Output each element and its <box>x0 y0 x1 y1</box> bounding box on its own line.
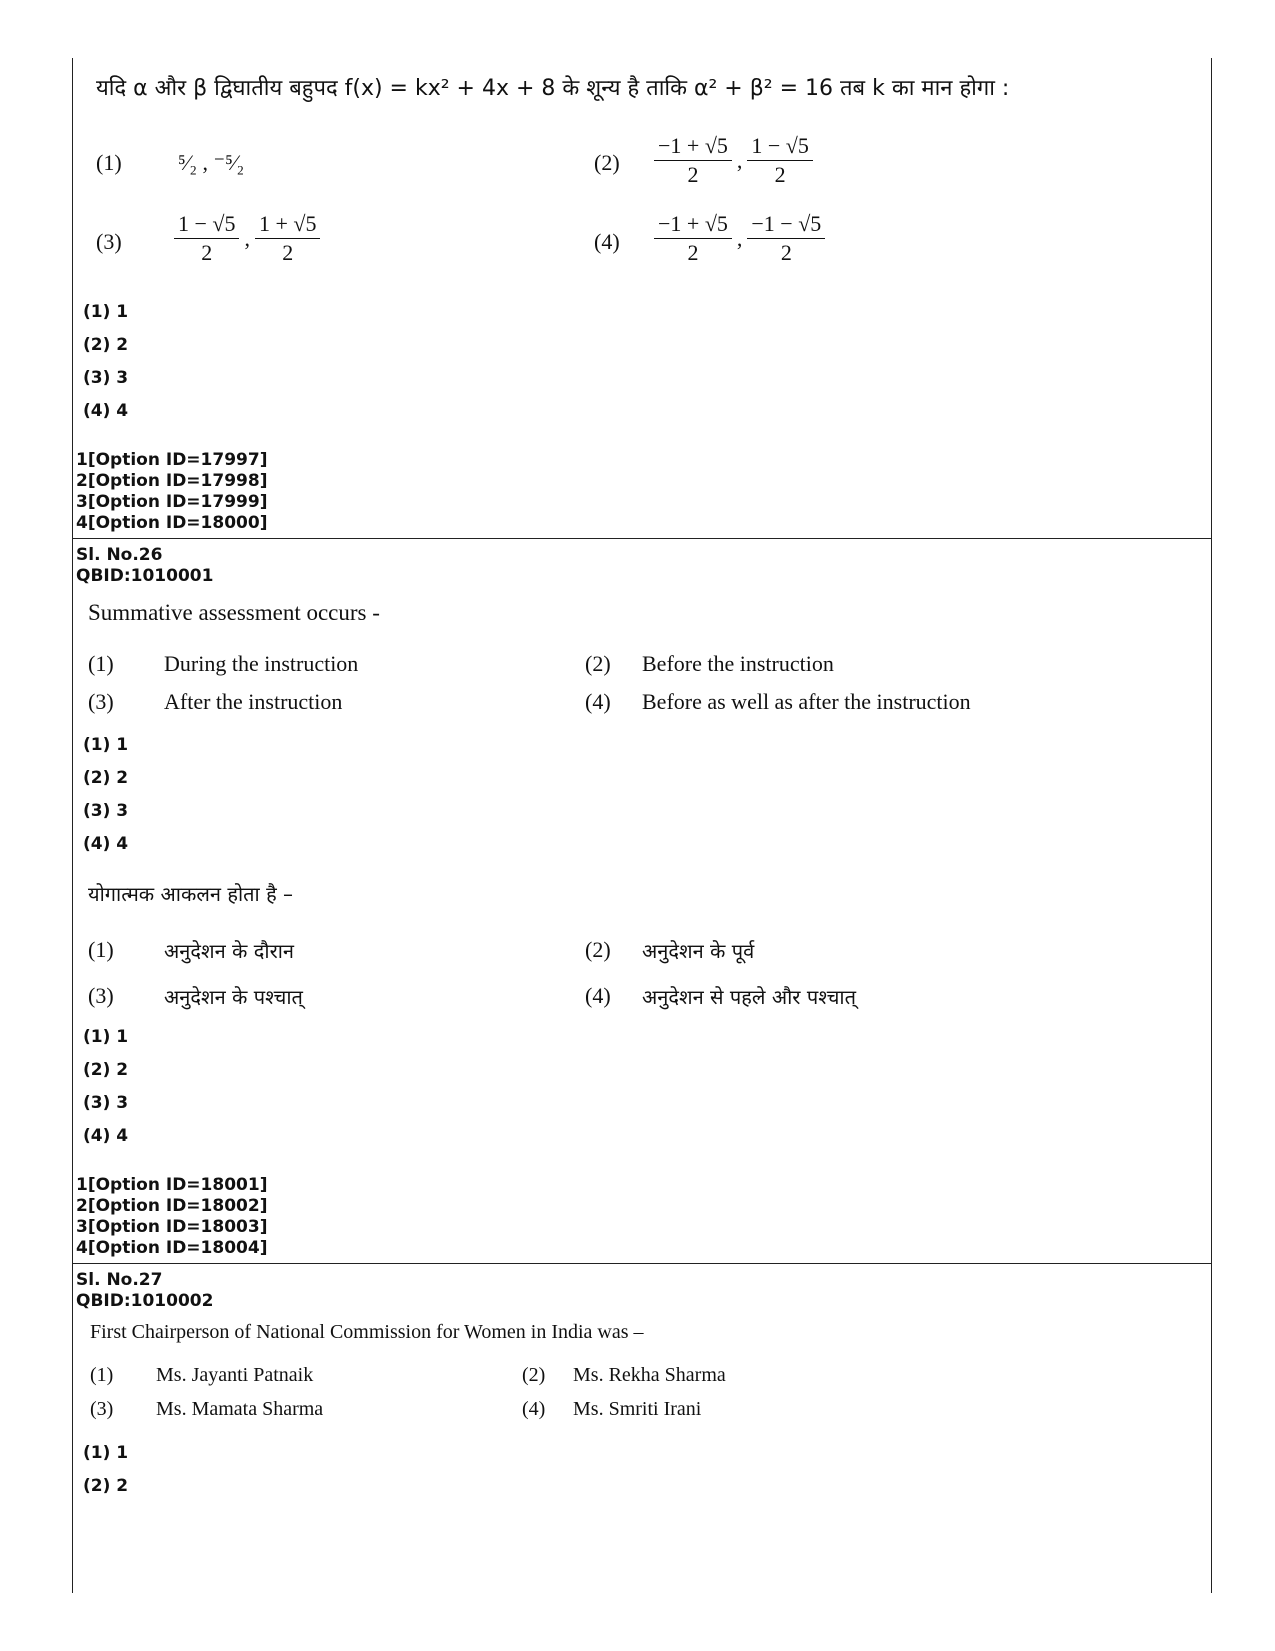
option-id: 2[Option ID=17998] <box>76 471 268 491</box>
answer-choice[interactable]: (3) 3 <box>83 368 129 388</box>
option-id: 1[Option ID=18001] <box>76 1175 268 1195</box>
option-text: During the instruction <box>164 651 359 676</box>
serial-number: Sl. No.27 <box>76 1270 163 1290</box>
answer-choice[interactable]: (3) 3 <box>83 1093 129 1113</box>
option-text: Before as well as after the instruction <box>642 689 971 714</box>
question-divider <box>72 1263 1212 1264</box>
option-text-hindi: अनुदेशन से पहले और पश्चात् <box>642 985 856 1009</box>
option-number: (2) <box>522 1364 546 1386</box>
answer-choice[interactable]: (1) 1 <box>83 1027 129 1047</box>
option-text-hindi: अनुदेशन के दौरान <box>164 939 295 963</box>
question-stem: यदि α और β द्विघातीय बहुपद f(x) = kx² + 4x + 8 के शून्य है ताकि α² + β² = 16 तब k का मान होगा : <box>96 76 1010 101</box>
option-number: (3) <box>88 983 114 1008</box>
page-frame <box>72 58 1212 1593</box>
option-id: 4[Option ID=18004] <box>76 1238 268 1258</box>
option-id-list <box>76 450 267 534</box>
option-fraction: $\frac{-1 + √5}{2}$ , $\frac{1 - √5}{2}$ <box>652 132 815 189</box>
answer-choice[interactable]: (1) 1 <box>83 735 129 755</box>
option-id: 4[Option ID=18000] <box>76 513 268 533</box>
answer-choice[interactable]: (1) 1 <box>83 302 129 322</box>
option-number: (3) <box>90 1398 114 1420</box>
question-stem-hindi: योगात्मक आकलन होता है – <box>88 882 294 906</box>
option-number: (1) <box>88 937 114 962</box>
option-text-hindi: अनुदेशन के पूर्व <box>642 939 755 963</box>
option-text-hindi: अनुदेशन के पश्चात् <box>164 985 303 1009</box>
option-id: 2[Option ID=18002] <box>76 1196 268 1216</box>
option-text: Ms. Rekha Sharma <box>573 1364 726 1386</box>
option-number: (1) <box>90 1364 114 1386</box>
answer-choice[interactable]: (2) 2 <box>83 1060 129 1080</box>
answer-choice[interactable]: (3) 3 <box>83 801 129 821</box>
answer-choice[interactable]: (2) 2 <box>83 768 129 788</box>
answer-choice[interactable]: (4) 4 <box>83 834 129 854</box>
option-fraction: $\frac{1 - √5}{2}$ , $\frac{1 + √5}{2}$ <box>172 210 322 267</box>
option-number: (4) <box>522 1398 546 1420</box>
option-id: 3[Option ID=17999] <box>76 492 268 512</box>
option-number: (1) <box>96 150 122 175</box>
option-number: (2) <box>585 651 611 676</box>
option-number: (1) <box>88 651 114 676</box>
answer-choice[interactable]: (4) 4 <box>83 401 129 421</box>
question-header <box>76 545 213 587</box>
question-divider <box>72 538 1212 539</box>
option-text: Ms. Jayanti Patnaik <box>156 1364 314 1386</box>
option-text: After the instruction <box>164 689 343 714</box>
option-text: Before the instruction <box>642 651 834 676</box>
question-stem: Summative assessment occurs - <box>88 600 380 625</box>
option-text: Ms. Mamata Sharma <box>156 1398 324 1420</box>
option-number: (3) <box>88 689 114 714</box>
option-id: 3[Option ID=18003] <box>76 1217 268 1237</box>
option-text: ⁵⁄₂ , ⁻⁵⁄₂ <box>178 150 245 175</box>
serial-number: Sl. No.26 <box>76 545 163 565</box>
answer-choice[interactable]: (2) 2 <box>83 1476 129 1496</box>
qbid: QBID:1010001 <box>76 566 214 586</box>
qbid: QBID:1010002 <box>76 1291 214 1311</box>
option-fraction: $\frac{-1 + √5}{2}$ , $\frac{-1 - √5}{2}$ <box>652 210 827 267</box>
option-number: (4) <box>594 229 620 254</box>
answer-choice[interactable]: (4) 4 <box>83 1126 129 1146</box>
option-id: 1[Option ID=17997] <box>76 450 268 470</box>
option-number: (4) <box>585 689 611 714</box>
answer-choice[interactable]: (2) 2 <box>83 335 129 355</box>
option-id-list <box>76 1175 267 1259</box>
option-text: Ms. Smriti Irani <box>573 1398 702 1420</box>
answer-choice[interactable]: (1) 1 <box>83 1443 129 1463</box>
question-header <box>76 1270 213 1312</box>
option-number: (3) <box>96 229 122 254</box>
option-number: (2) <box>594 150 620 175</box>
option-number: (2) <box>585 937 611 962</box>
option-number: (4) <box>585 983 611 1008</box>
question-stem: First Chairperson of National Commission for Women in India was – <box>90 1321 644 1343</box>
